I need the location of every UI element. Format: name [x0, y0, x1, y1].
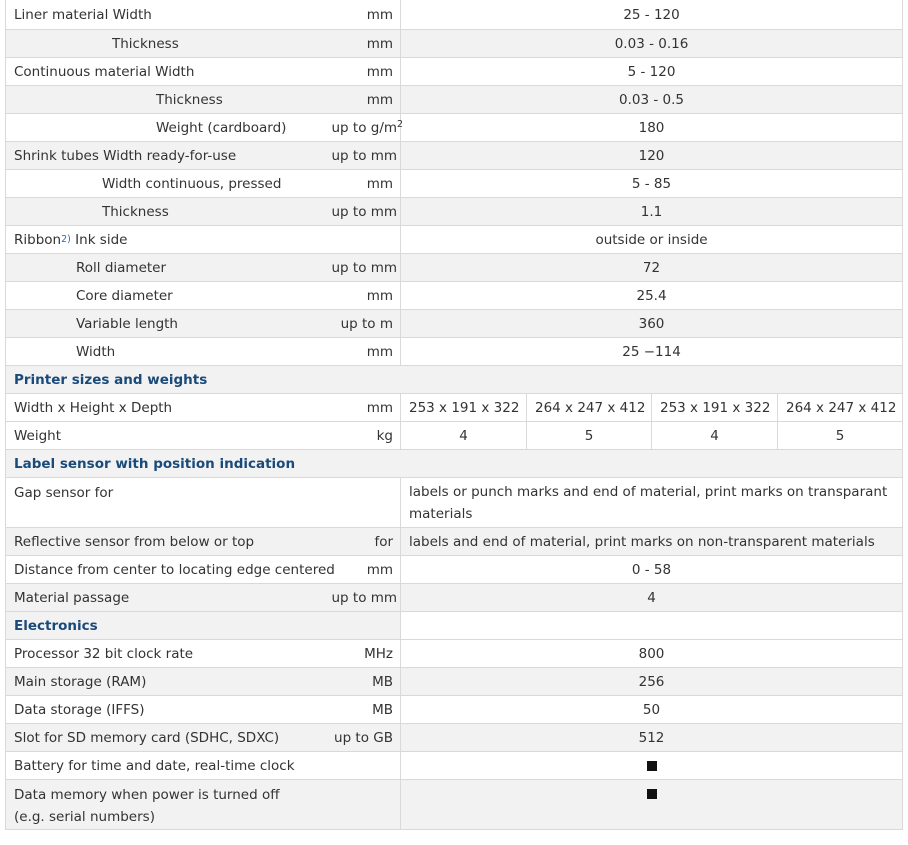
row-value: 180	[401, 114, 903, 142]
table-row	[6, 556, 903, 584]
row-unit-text: mm	[366, 287, 393, 304]
row-label: Processor 32 bit clock rate	[14, 645, 194, 662]
weight-value: 5	[778, 422, 903, 450]
row-unit-text: up to mm	[331, 203, 398, 220]
row-unit	[324, 0, 401, 30]
row-unit-text: mm	[366, 35, 393, 52]
row-label: Weight	[14, 427, 62, 444]
row-unit: MB	[324, 696, 401, 724]
row-unit	[324, 30, 401, 58]
table-row	[6, 394, 903, 422]
row-label-prefix: Ribbon	[14, 231, 62, 248]
row-unit-text: mm	[366, 343, 393, 360]
row-unit	[324, 338, 401, 366]
row-label: Gap sensor for	[14, 485, 114, 501]
dims-value: 253 x 191 x 322	[652, 394, 778, 422]
row-unit-text: mm	[366, 91, 393, 108]
row-unit: MB	[324, 668, 401, 696]
row-unit-text: up to g/m	[331, 119, 398, 136]
row-unit-text: mm	[366, 6, 393, 23]
row-value: 0 - 58	[401, 556, 903, 584]
row-label: Data storage (IFFS)	[14, 701, 145, 718]
row-label: Roll diameter	[76, 259, 167, 276]
section-title: Printer sizes and weights	[14, 371, 208, 388]
row-value: 0.03 - 0.16	[401, 30, 903, 58]
row-label: Distance from center to locating edge centered	[14, 561, 335, 578]
row-unit	[324, 170, 401, 198]
table-row	[6, 640, 903, 668]
table-row	[6, 422, 903, 450]
row-value: 1.1	[401, 198, 903, 226]
table-row	[6, 696, 903, 724]
row-label: Slot for SD memory card (SDHC, SDXC)	[14, 729, 280, 746]
table-row	[6, 142, 903, 170]
dims-value: 264 x 247 x 412	[527, 394, 652, 422]
table-row	[6, 724, 903, 752]
row-unit: mm	[324, 556, 401, 584]
weight-value: 4	[652, 422, 778, 450]
table-row	[6, 338, 903, 366]
table-row	[6, 584, 903, 612]
table-row	[6, 528, 903, 556]
row-unit	[324, 58, 401, 86]
row-unit: up to GB	[324, 724, 401, 752]
row-value: 120	[401, 142, 903, 170]
row-label: Data memory when power is turned off (e.g. serial numbers)	[14, 787, 280, 825]
row-unit: for	[324, 528, 401, 556]
table-row	[6, 0, 903, 30]
row-value: 256	[401, 668, 903, 696]
row-label: Width x Height x Depth	[14, 399, 173, 416]
row-label: Liner material Width	[14, 6, 152, 23]
table-row	[6, 282, 903, 310]
row-label: Width continuous, pressed	[102, 175, 282, 192]
row-label: Weight (cardboard)	[156, 119, 287, 136]
included-square-icon	[647, 761, 657, 771]
row-label: Thickness	[156, 91, 223, 108]
row-unit: mm	[324, 394, 401, 422]
table-row	[6, 310, 903, 338]
section-row-printer-sizes	[6, 366, 903, 394]
row-unit-text: up to m	[340, 315, 393, 332]
section-row-electronics	[6, 612, 903, 640]
row-label: Ink side	[70, 231, 128, 248]
table-row	[6, 170, 903, 198]
row-label: Reflective sensor from below or top	[14, 533, 255, 550]
row-value: 5 - 120	[401, 58, 903, 86]
row-value: 800	[401, 640, 903, 668]
row-unit	[324, 198, 401, 226]
table-row	[6, 780, 903, 830]
row-label: Thickness	[102, 203, 169, 220]
row-value: 4	[401, 584, 903, 612]
row-unit: up to mm	[324, 584, 401, 612]
row-unit-text: up to mm	[331, 259, 398, 276]
row-value: 360	[401, 310, 903, 338]
row-value: 25.4	[401, 282, 903, 310]
table-row	[6, 478, 903, 528]
row-unit-text: mm	[366, 175, 393, 192]
unit-superscript: 2	[397, 118, 404, 130]
row-unit	[324, 282, 401, 310]
row-unit	[324, 86, 401, 114]
row-value: 5 - 85	[401, 170, 903, 198]
row-unit	[324, 254, 401, 282]
dims-value: 253 x 191 x 322	[401, 394, 527, 422]
section-title: Electronics	[14, 617, 98, 634]
row-unit	[324, 114, 404, 142]
row-label: Battery for time and date, real-time clock	[14, 757, 295, 774]
table-row: Ribbon 2) Ink side outside or inside	[6, 226, 903, 254]
included-square-icon	[647, 789, 657, 799]
row-label: Continuous material Width	[14, 63, 195, 80]
row-value: outside or inside	[401, 226, 903, 254]
row-value: 0.03 - 0.5	[401, 86, 903, 114]
table-row	[6, 254, 903, 282]
row-label: Shrink tubes Width ready-for-use	[14, 147, 237, 164]
weight-value: 5	[527, 422, 652, 450]
spec-table	[5, 0, 903, 830]
table-row	[6, 86, 903, 114]
section-row-label-sensor	[6, 450, 903, 478]
section-title: Label sensor with position indication	[14, 455, 296, 472]
row-unit	[324, 142, 401, 170]
row-unit	[324, 310, 401, 338]
table-row	[6, 198, 903, 226]
row-unit-text: up to mm	[331, 147, 398, 164]
table-row	[6, 114, 903, 142]
row-label: Core diameter	[76, 287, 173, 304]
row-label: Thickness	[112, 35, 179, 52]
row-label: Width	[76, 343, 116, 360]
row-unit: kg	[324, 422, 401, 450]
table-row	[6, 58, 903, 86]
table-row	[6, 30, 903, 58]
table-row	[6, 752, 903, 780]
row-unit-text: mm	[366, 63, 393, 80]
row-unit	[324, 226, 401, 254]
weight-value: 4	[401, 422, 527, 450]
table-row	[6, 668, 903, 696]
row-label: Material passage	[14, 589, 130, 606]
row-value: 25 −114	[401, 338, 903, 366]
reflective-sensor-value: labels and end of material, print marks on non-transparent materials	[401, 528, 903, 556]
row-value: 25 - 120	[401, 0, 903, 30]
gap-sensor-value: labels or punch marks and end of material, print marks on transparant materials	[401, 478, 903, 528]
row-value: 50	[401, 696, 903, 724]
row-unit: MHz	[324, 640, 401, 668]
row-value: 72	[401, 254, 903, 282]
row-label: Main storage (RAM)	[14, 673, 147, 690]
row-label: Variable length	[76, 315, 178, 332]
row-value: 512	[401, 724, 903, 752]
dims-value: 264 x 247 x 412	[778, 394, 903, 422]
